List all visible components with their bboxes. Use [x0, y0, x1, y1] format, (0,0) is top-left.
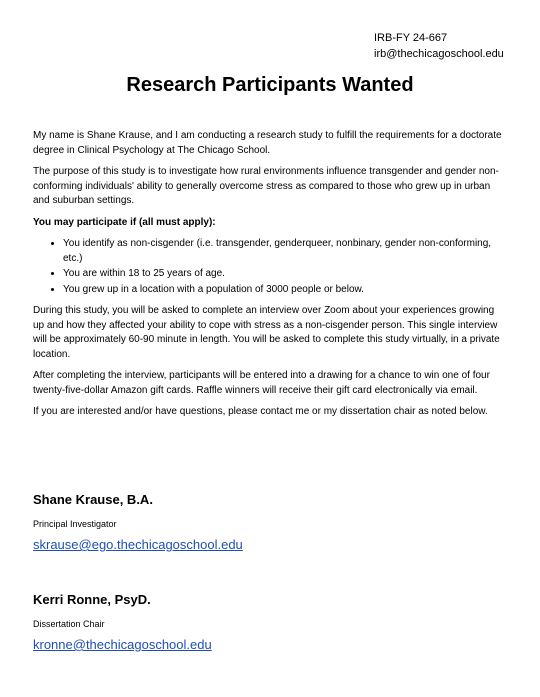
flyer-body: [33, 129, 503, 427]
irb-email: irb@thechicagoschool.edu: [374, 48, 504, 60]
contact-dissertation-chair: [33, 592, 212, 652]
irb-number: IRB-FY 24-667: [374, 32, 448, 44]
contact-email-link[interactable]: kronne@thechicagoschool.edu: [33, 637, 212, 652]
contact-principal-investigator: [33, 492, 243, 552]
irb-header: [374, 30, 504, 62]
contact-email-link[interactable]: skrause@ego.thechicagoschool.edu: [33, 537, 243, 552]
intro-paragraph: My name is Shane Krause, and I am conducting a research study to fulfill the requirements for a doctorate degree in Clinical Psychology at The Chicago School.: [33, 130, 502, 156]
study-details-paragraph: During this study, you will be asked to complete an interview over Zoom about your experiences growing up and how they affected your ability to cope with stress as a non-cisgender person. This single interview will be approximately 60-90 minute in length. You will be asked to complete this study virtually, in a private location.: [33, 305, 500, 360]
contact-role: Dissertation Chair: [33, 619, 105, 629]
criterion-item: • You grew up in a location with a population of 3000 people or below.: [63, 283, 503, 298]
criterion-item: • You are within 18 to 25 years of age.: [63, 267, 503, 282]
purpose-paragraph: The purpose of this study is to investigate how rural environments influence transgender and gender non-conforming individuals' ability to generally overcome stress as compared to those who grew up in urban and suburban settings.: [33, 166, 499, 206]
contact-role: Principal Investigator: [33, 519, 117, 529]
eligibility-heading: You may participate if (all must apply):: [33, 216, 216, 228]
contact-name: Shane Krause, B.A.: [33, 492, 153, 507]
contact-name: Kerri Ronne, PsyD.: [33, 592, 151, 607]
criterion-item: • You identify as non-cisgender (i.e. transgender, genderqueer, nonbinary, gender non-conforming, etc.): [63, 237, 503, 266]
drawing-paragraph: After completing the interview, participants will be entered into a drawing for a chance to win one of four twenty-five-dollar Amazon gift cards. Raffle winners will receive their gift card electronically via email.: [33, 370, 490, 396]
contact-note-paragraph: If you are interested and/or have questions, please contact me or my dissertation chair as noted below.: [33, 406, 488, 417]
page-title: Research Participants Wanted: [126, 74, 414, 96]
eligibility-list: [33, 237, 503, 297]
